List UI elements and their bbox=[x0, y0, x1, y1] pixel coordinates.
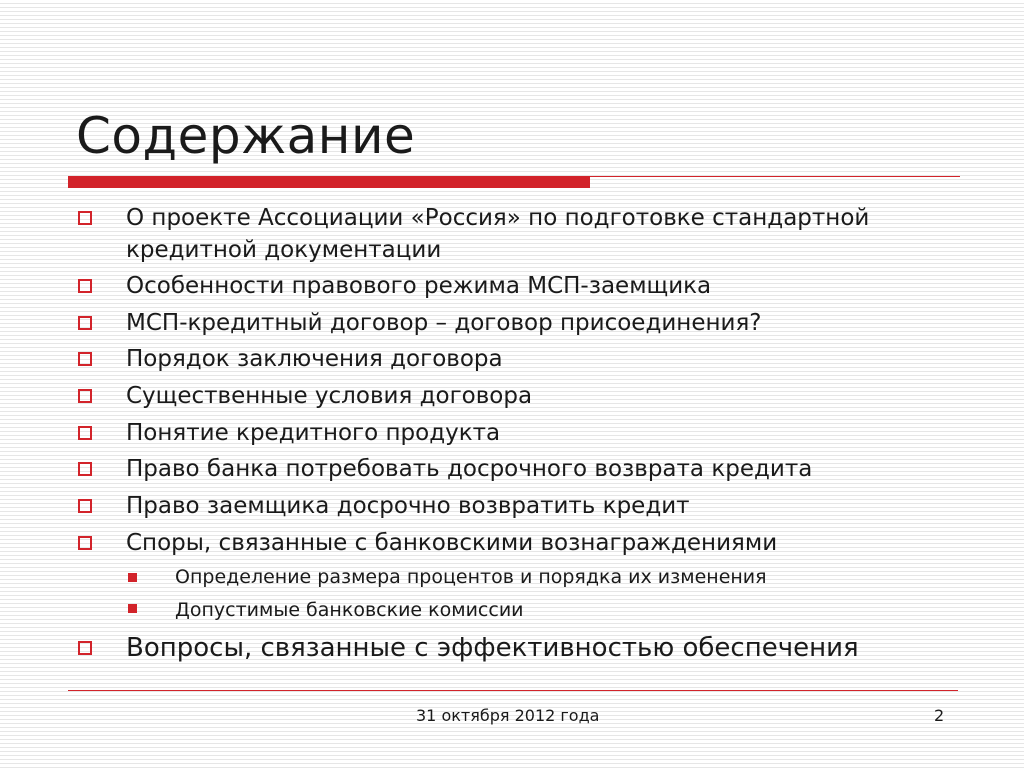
slide-title: Содержание bbox=[76, 107, 416, 165]
list-item-text: Право банка потребовать досрочного возврата кредита bbox=[126, 456, 813, 482]
hollow-square-bullet-icon bbox=[78, 462, 92, 476]
list-item-text: Понятие кредитного продукта bbox=[126, 420, 501, 446]
hollow-square-bullet-icon bbox=[78, 389, 92, 403]
list-subitem-text: Допустимые банковские комиссии bbox=[175, 599, 524, 621]
list-item-text: Вопросы, связанные с эффективностью обеспечения bbox=[126, 633, 859, 663]
list-item-text: Особенности правового режима МСП-заемщика bbox=[126, 273, 712, 299]
hollow-square-bullet-icon bbox=[78, 316, 92, 330]
filled-square-bullet-icon bbox=[128, 604, 137, 613]
page-number: 2 bbox=[934, 706, 945, 725]
filled-square-bullet-icon bbox=[128, 573, 137, 582]
footer-date: 31 октября 2012 года bbox=[416, 706, 600, 725]
hollow-square-bullet-icon bbox=[78, 211, 92, 225]
hollow-square-bullet-icon bbox=[78, 641, 92, 655]
list-subitem-text: Определение размера процентов и порядка их изменения bbox=[175, 566, 767, 588]
hollow-square-bullet-icon bbox=[78, 499, 92, 513]
hollow-square-bullet-icon bbox=[78, 279, 92, 293]
list-item-text: Споры, связанные с банковскими вознаграждениями bbox=[126, 530, 778, 556]
hollow-square-bullet-icon bbox=[78, 352, 92, 366]
list-item-text: О проекте Ассоциации «Россия» по подготовке стандартной bbox=[126, 205, 870, 231]
list-item-text: МСП-кредитный договор – договор присоединения? bbox=[126, 310, 762, 336]
list-item-text-continuation: кредитной документации bbox=[126, 237, 442, 263]
footer-divider bbox=[68, 690, 958, 691]
hollow-square-bullet-icon bbox=[78, 536, 92, 550]
list-item-text: Порядок заключения договора bbox=[126, 346, 503, 372]
list-item-text: Существенные условия договора bbox=[126, 383, 533, 409]
hollow-square-bullet-icon bbox=[78, 426, 92, 440]
list-item-text: Право заемщика досрочно возвратить кредит bbox=[126, 493, 690, 519]
